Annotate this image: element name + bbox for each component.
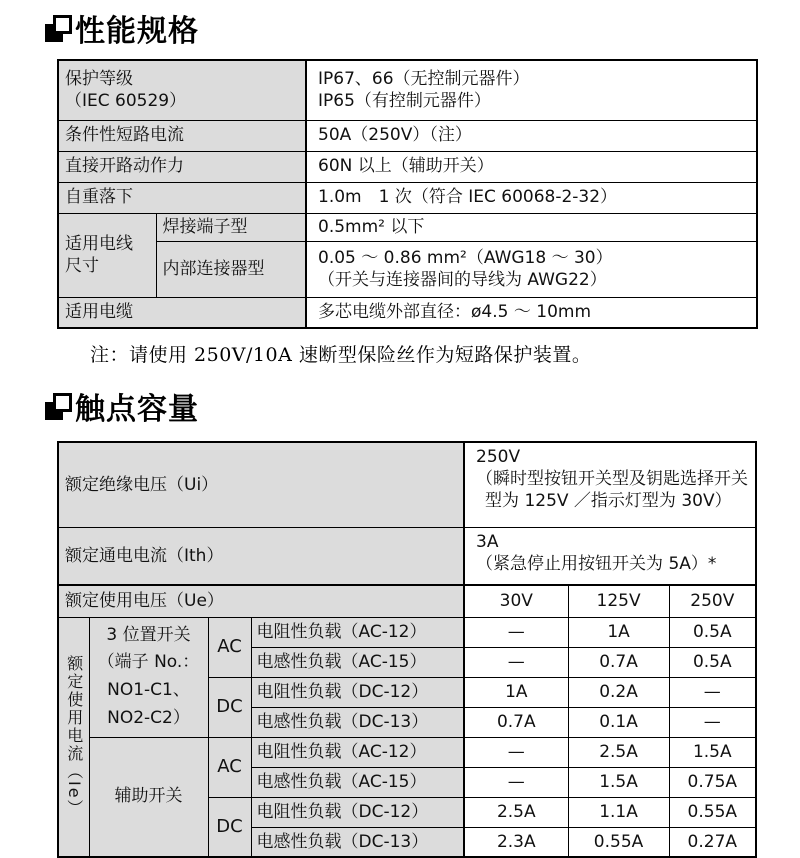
group-3pos-line2: （端子 No.： <box>97 652 200 673</box>
value-250v-cell: 0.5A <box>669 617 756 647</box>
group-3pos-line3: NO1-C1、 <box>107 680 190 700</box>
row-rated-insulation-voltage <box>58 442 756 527</box>
value-125v-cell: 1.5A <box>568 767 669 797</box>
value-250v-cell: 0.5A <box>669 647 756 677</box>
ui-value-cell <box>464 442 756 527</box>
spec-row-protection <box>58 60 757 120</box>
protection-label-cell <box>58 60 306 120</box>
row-rated-operating-voltage <box>58 585 756 617</box>
ac-label-cell: AC <box>208 737 251 797</box>
group-3pos-line4: NO2-C2） <box>107 707 190 728</box>
value-250v-cell: — <box>669 707 756 737</box>
section-title-contact <box>45 384 800 428</box>
value-30v-cell: — <box>464 767 568 797</box>
value-250v-cell: 0.27A <box>669 827 756 857</box>
load-type-cell: 电感性负载（DC-13） <box>251 707 464 737</box>
group-3pos-label-cell <box>89 617 208 737</box>
value-125v-cell: 1A <box>568 617 669 647</box>
short-circuit-label-cell: 条件性短路电流 <box>58 120 306 151</box>
spec-row-short-circuit <box>58 120 757 151</box>
load-type-cell: 电感性负载（AC-15） <box>251 647 464 677</box>
free-fall-label-cell: 自重落下 <box>58 182 306 213</box>
value-30v-cell: 2.3A <box>464 827 568 857</box>
value-250v-cell: — <box>669 677 756 707</box>
load-type-cell: 电阻性负载（DC-12） <box>251 677 464 707</box>
value-250v-cell: 1.5A <box>669 737 756 767</box>
value-125v-cell: 2.5A <box>568 737 669 767</box>
load-type-cell: 电阻性负载（AC-12） <box>251 617 464 647</box>
free-fall-value-cell: 1.0m 1 次（符合 IEC 60068-2-32） <box>306 182 757 213</box>
value-30v-cell: 0.7A <box>464 707 568 737</box>
performance-title-text: 性能规格 <box>75 14 199 49</box>
spec-row-free-fall <box>58 182 757 213</box>
load-type-cell: 电阻性负载（DC-12） <box>251 797 464 827</box>
square-bullet-icon <box>45 15 72 42</box>
protection-value-line1: IP67、66（无控制元器件） <box>318 69 530 90</box>
contact-capacity-table <box>57 441 757 858</box>
ue-250v-cell: 250V <box>669 585 756 617</box>
value-30v-cell: — <box>464 617 568 647</box>
cable-value-cell: 多芯电缆外部直径：ø4.5 ～ 10mm <box>306 297 757 328</box>
group-aux-label: 辅助开关 <box>114 785 183 806</box>
load-type-cell: 电阻性负载（AC-12） <box>251 737 464 767</box>
value-125v-cell: 1.1A <box>568 797 669 827</box>
ue-label-cell: 额定使用电压（Ue） <box>58 585 464 617</box>
contact-title-text: 触点容量 <box>75 392 199 427</box>
internal-connector-label-cell: 内部连接器型 <box>156 241 306 297</box>
load-type-cell: 电感性负载（AC-15） <box>251 767 464 797</box>
short-circuit-protection-note: 注：请使用 250V/10A 速断型保险丝作为短路保护装置。 <box>90 344 592 366</box>
ith-value-line2: （紧急停止用按钮开关为 5A）* <box>476 553 717 574</box>
ith-value-line1: 3A <box>476 531 499 552</box>
spec-row-opening-force <box>58 151 757 182</box>
value-125v-cell: 0.7A <box>568 647 669 677</box>
spec-row-internal-connector <box>58 241 757 297</box>
wire-size-label-cell <box>58 213 156 297</box>
protection-label-line2: （IEC 60529） <box>65 91 187 112</box>
protection-value-line2: IP65（有控制元器件） <box>318 91 491 112</box>
spec-row-cable <box>58 297 757 328</box>
ui-value-line3: 型为 125V ／指示灯型为 30V） <box>485 491 732 512</box>
internal-connector-value-line2: （开关与连接器间的导线为 AWG22） <box>318 270 607 290</box>
opening-force-label-cell: 直接开路动作力 <box>58 151 306 182</box>
value-30v-cell: 1A <box>464 677 568 707</box>
row-rated-thermal-current <box>58 527 756 585</box>
value-125v-cell: 0.2A <box>568 677 669 707</box>
row-3pos-ac12 <box>58 617 756 647</box>
ith-label-cell: 额定通电电流（Ith） <box>58 527 464 585</box>
group-3pos-line1: 3 位置开关 <box>106 624 191 645</box>
ui-value-line2: （瞬时型按钮开关型及钥匙选择开关 <box>476 469 749 490</box>
protection-label-line1: 保护等级 <box>65 69 133 90</box>
wire-size-label-line2: 尺寸 <box>65 256 99 276</box>
ie-vertical-label-cell <box>58 617 89 857</box>
ith-value-cell <box>464 527 756 585</box>
value-30v-cell: 2.5A <box>464 797 568 827</box>
spec-row-solder-terminal <box>58 213 757 241</box>
solder-terminal-value-cell: 0.5mm² 以下 <box>306 213 757 241</box>
ie-vertical-label: 额定使用电流（Ie） <box>64 655 84 819</box>
solder-terminal-label-cell: 焊接端子型 <box>156 213 306 241</box>
internal-connector-value-line1: 0.05 ～ 0.86 mm²（AWG18 ～ 30） <box>318 247 613 268</box>
section-title-performance <box>45 6 800 50</box>
wire-size-label-line1: 适用电线 <box>65 233 133 254</box>
short-circuit-value-cell: 50A（250V）（注） <box>306 120 757 151</box>
dc-label-cell: DC <box>208 677 251 737</box>
group-aux-label-cell <box>89 737 208 857</box>
ui-label-cell: 额定绝缘电压（Ui） <box>58 442 464 527</box>
value-30v-cell: — <box>464 737 568 767</box>
load-type-cell: 电感性负载（DC-13） <box>251 827 464 857</box>
value-250v-cell: 0.75A <box>669 767 756 797</box>
ui-value-line1: 250V <box>476 447 521 467</box>
ue-125v-cell: 125V <box>568 585 669 617</box>
square-bullet-icon <box>45 393 72 420</box>
value-125v-cell: 0.55A <box>568 827 669 857</box>
ue-30v-cell: 30V <box>464 585 568 617</box>
opening-force-value-cell: 60N 以上（辅助开关） <box>306 151 757 182</box>
row-aux-ac12 <box>58 737 756 767</box>
protection-value-cell <box>306 60 757 120</box>
ac-label-cell: AC <box>208 617 251 677</box>
value-125v-cell: 0.1A <box>568 707 669 737</box>
performance-spec-table <box>57 59 758 329</box>
dc-label-cell: DC <box>208 797 251 857</box>
cable-label-cell: 适用电缆 <box>58 297 306 328</box>
internal-connector-value-cell <box>306 241 757 297</box>
value-250v-cell: 0.55A <box>669 797 756 827</box>
value-30v-cell: — <box>464 647 568 677</box>
